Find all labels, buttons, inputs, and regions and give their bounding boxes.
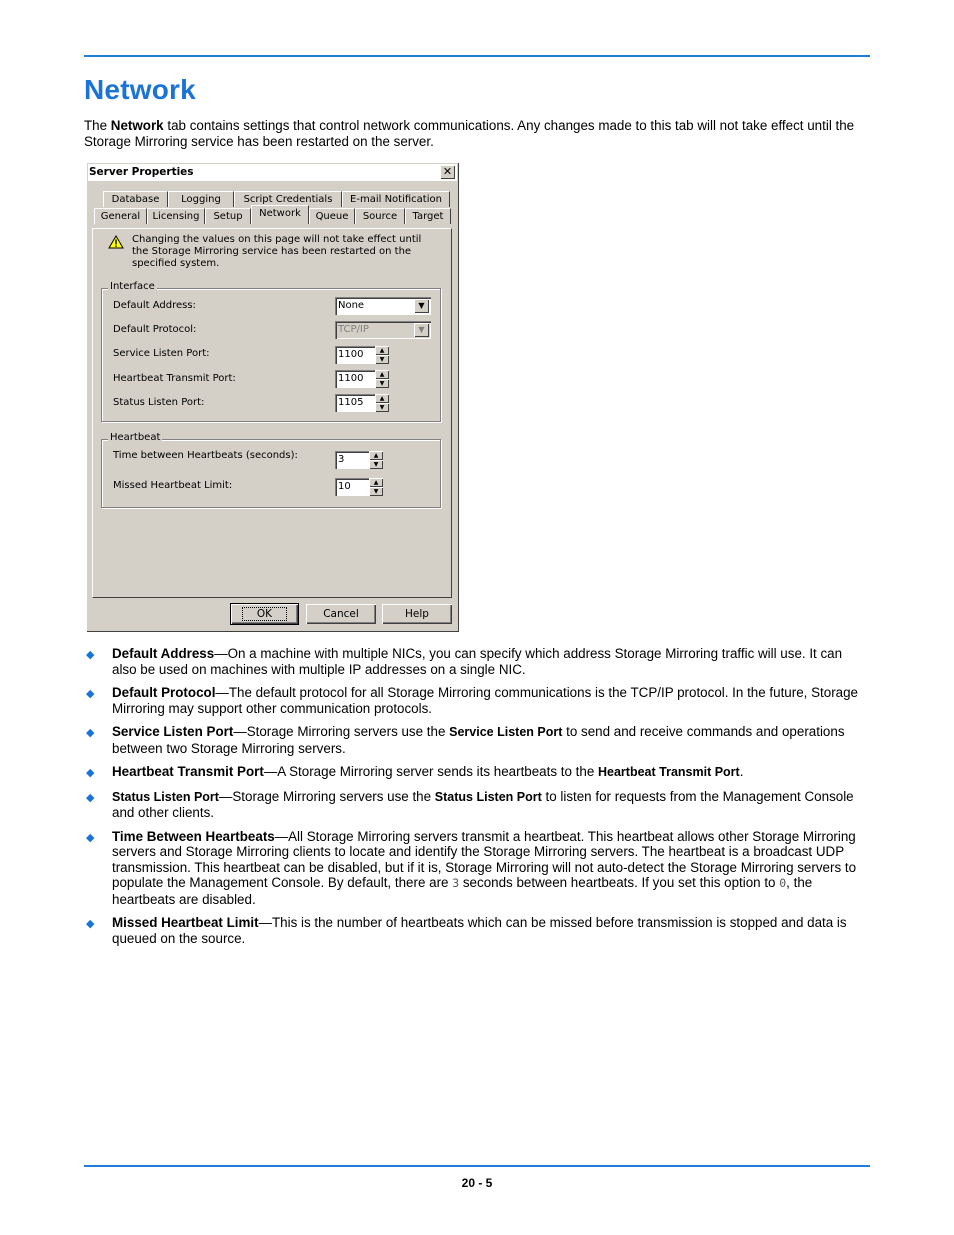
tab-network[interactable]: Network — [251, 205, 309, 224]
status-listen-port-label: Status Listen Port: — [113, 397, 205, 408]
diamond-bullet-icon: ◆ — [86, 918, 95, 930]
chevron-down-icon: ▼ — [414, 323, 429, 337]
default-protocol-label: Default Protocol: — [113, 324, 197, 335]
missed-heartbeat-limit-label: Missed Heartbeat Limit: — [113, 480, 233, 491]
status-listen-port-spinner[interactable]: ▲ ▼ — [375, 394, 389, 412]
chevron-down-icon[interactable]: ▼ — [414, 299, 429, 313]
tab-database[interactable]: Database — [103, 191, 168, 207]
tab-queue[interactable]: Queue — [309, 208, 355, 224]
diamond-bullet-icon: ◆ — [86, 767, 95, 779]
intro-paragraph: The Network tab contains settings that control network communications. Any changes made to this tab will not take effect until the Storage Mirroring service has been restarted on the server. — [84, 118, 855, 149]
diamond-bullet-icon: ◆ — [86, 688, 95, 700]
time-between-heartbeats-label: Time between Heartbeats (seconds): — [113, 450, 298, 461]
server-properties-dialog — [86, 162, 459, 632]
missed-heartbeat-limit-spinner[interactable]: ▲ ▼ — [369, 478, 383, 496]
ok-button[interactable] — [231, 604, 298, 624]
tab-email-notification[interactable]: E-mail Notification — [342, 191, 450, 207]
heartbeat-group-label: Heartbeat — [110, 432, 161, 443]
heartbeat-transmit-port-label: Heartbeat Transmit Port: — [113, 373, 236, 384]
tab-logging[interactable]: Logging — [168, 191, 234, 207]
heartbeat-transmit-port-spinner[interactable]: ▲ ▼ — [375, 370, 389, 388]
service-listen-port-label: Service Listen Port: — [113, 348, 210, 359]
tab-general[interactable]: General — [94, 208, 147, 224]
default-address-select[interactable]: None — [335, 297, 431, 315]
dialog-titlebar — [88, 164, 457, 181]
time-between-heartbeats-input[interactable]: 3 — [335, 451, 369, 469]
heartbeat-transmit-port-input[interactable]: 1100 — [335, 370, 375, 388]
settings-description-list — [84, 646, 870, 954]
diamond-bullet-icon: ◆ — [86, 649, 95, 661]
page-number: 20 - 5 — [461, 1176, 493, 1190]
bottom-rule — [84, 1165, 870, 1167]
service-listen-port-spinner[interactable]: ▲ ▼ — [375, 346, 389, 364]
list-item: ◆ Default Protocol—The default protocol for all Storage Mirroring communications is the TCP/IP protocol. In the future, Storage Mirroring may support other communication protocols. — [86, 685, 858, 716]
help-button[interactable]: Help — [382, 604, 452, 624]
list-item: ◆ Status Listen Port—Storage Mirroring servers use the Status Listen Port to listen for requests from the Management Console and other clients. — [86, 788, 854, 820]
list-item: ◆ Missed Heartbeat Limit—This is the number of heartbeats which can be missed before transmission is stopped and data is queued on the source. — [86, 915, 847, 946]
service-listen-port-input[interactable]: 1100 — [335, 346, 375, 364]
tab-source[interactable]: Source — [355, 208, 405, 224]
missed-heartbeat-limit-input[interactable]: 10 — [335, 478, 369, 496]
time-between-heartbeats-spinner[interactable]: ▲ ▼ — [369, 451, 383, 469]
default-address-label: Default Address: — [113, 300, 196, 311]
dialog-title: Server Properties — [89, 166, 194, 178]
page-title: Network — [84, 74, 196, 105]
list-item: ◆ Time Between Heartbeats—All Storage Mirroring servers transmit a heartbeat. This heartbeat allows other Storage Mirroring servers and Storage Mirroring clients to locate and identify the Storage Mirroring servers. The heartbeat is a broadcast UDP transmission. This heartbeat can be disabled, but if it is, Storage Mirroring will not auto-detect the Storage Mirroring servers to populate the Management Console. By default, there are 3 seconds between heartbeats. If you set this option to 0, the heartbeats are disabled. — [86, 828, 857, 907]
interface-group-label: Interface — [110, 281, 155, 292]
default-protocol-select: TCP/IP — [335, 321, 431, 339]
status-listen-port-input[interactable]: 1105 — [335, 394, 375, 412]
list-item: ◆ Default Address—On a machine with multiple NICs, you can specify which address Storage Mirroring traffic will use. It can also be used on machines with multiple IP addresses on a single NIC. — [86, 646, 843, 677]
diamond-bullet-icon: ◆ — [86, 727, 95, 739]
close-icon[interactable]: ✕ — [440, 165, 455, 179]
tab-target[interactable]: Target — [405, 208, 451, 224]
list-item: ◆ Heartbeat Transmit Port—A Storage Mirroring server sends its heartbeats to the Heartbeat Transmit Port. — [84, 764, 870, 781]
warning-message: Changing the values on this page will not take effect until the Storage Mirroring service has been restarted on the specified system. — [132, 234, 422, 269]
list-item: ◆ Service Listen Port—Storage Mirroring servers use the Service Listen Port to send and receive commands and operations between two Storage Mirroring servers. — [86, 724, 845, 756]
tab-script-credentials[interactable]: Script Credentials — [234, 191, 342, 207]
tab-licensing[interactable]: Licensing — [147, 208, 205, 224]
diamond-bullet-icon: ◆ — [86, 791, 95, 804]
top-rule — [84, 55, 870, 57]
cancel-button[interactable]: Cancel — [306, 604, 376, 624]
tab-setup[interactable]: Setup — [205, 208, 251, 224]
diamond-bullet-icon: ◆ — [86, 831, 95, 844]
ok-button-label: OK — [242, 607, 287, 621]
